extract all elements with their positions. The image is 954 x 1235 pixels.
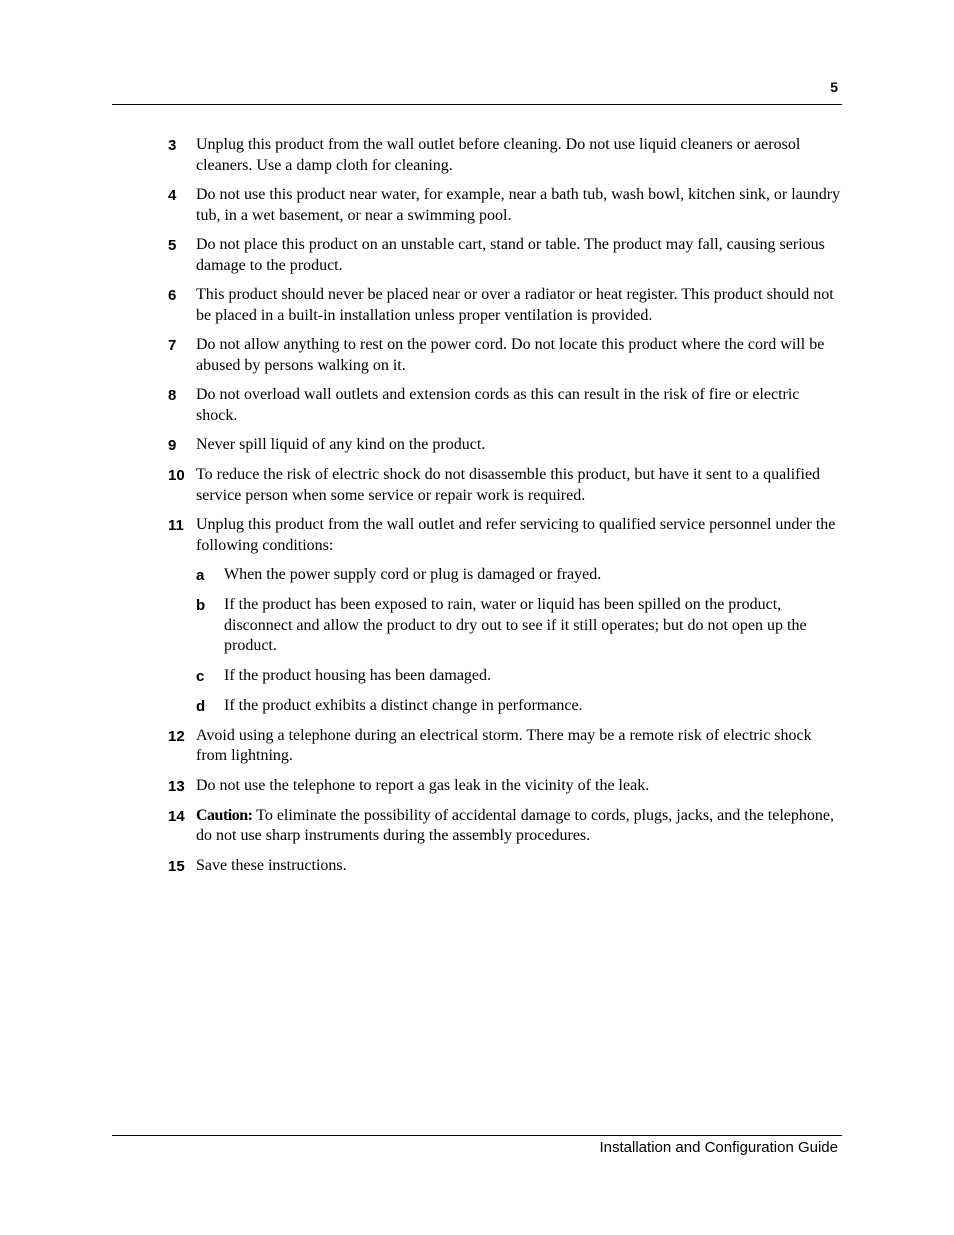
item-text: To reduce the risk of electric shock do not disassemble this product, but have it sent to a qualified service person when some service or repair work is required.	[196, 466, 821, 504]
item-text: Do not overload wall outlets and extension cords as this can result in the risk of fire or electric shock.	[196, 386, 800, 424]
list-item	[168, 726, 841, 767]
list-item	[168, 515, 841, 556]
item-text: Save these instructions.	[196, 856, 347, 874]
item-number: 8	[168, 387, 177, 404]
item-text: Unplug this product from the wall outlet before cleaning. Do not use liquid cleaners or aerosol cleaners. Use a damp cloth for cleaning.	[196, 136, 801, 174]
list-item	[168, 385, 841, 426]
sub-item-letter: b	[196, 597, 206, 614]
page-number: 5	[830, 79, 838, 95]
item-number: 6	[168, 287, 177, 304]
sub-list-item	[196, 565, 841, 586]
item-number: 15	[168, 857, 185, 875]
sub-item-letter: a	[196, 567, 205, 584]
item-number: 11	[168, 517, 184, 534]
item-text: This product should never be placed near or over a radiator or heat register. This product should not be placed in a built-in installation unless proper ventilation is provided.	[196, 286, 834, 324]
item-text: Avoid using a telephone during an electrical storm. There may be a remote risk of electric shock from lightning.	[196, 726, 812, 764]
sub-item-text: If the product exhibits a distinct change in performance.	[224, 696, 583, 714]
item-number: 3	[168, 137, 177, 154]
sub-item-text: When the power supply cord or plug is damaged or frayed.	[224, 566, 602, 583]
list-item	[168, 235, 841, 276]
item-number: 14	[168, 807, 185, 825]
list-item	[168, 335, 841, 376]
caution-text: To eliminate the possibility of accidental damage to cords, plugs, jacks, and the telephone, do not use sharp instruments during the assembly procedures.	[196, 806, 834, 844]
list-item	[168, 776, 841, 797]
item-number: 9	[168, 437, 177, 454]
item-text: Never spill liquid of any kind on the product.	[196, 436, 486, 453]
item-text: Do not use this product near water, for example, near a bath tub, wash bowl, kitchen sink, or laundry tub, in a wet basement, or near a swimming pool.	[196, 186, 841, 224]
item-number: 10	[168, 467, 185, 484]
sub-item-letter: c	[196, 667, 205, 685]
list-item	[168, 435, 841, 456]
sub-item-text: If the product housing has been damaged.	[224, 666, 492, 684]
item-text: Do not place this product on an unstable cart, stand or table. The product may fall, causing serious damage to the product.	[196, 236, 825, 274]
item-text: Unplug this product from the wall outlet and refer servicing to qualified service personnel under the following conditions:	[196, 516, 836, 554]
header-rule	[112, 104, 842, 105]
sub-list-item	[196, 696, 841, 717]
sub-list-item	[196, 666, 841, 687]
list-item	[168, 285, 841, 326]
item-number: 7	[168, 337, 177, 354]
item-text-caution	[196, 806, 841, 847]
list-item	[168, 135, 841, 176]
list-item	[168, 806, 841, 847]
list-item	[168, 465, 841, 506]
sub-list-item	[196, 595, 841, 657]
footer-title: Installation and Configuration Guide	[599, 1139, 838, 1156]
caution-label: Caution:	[196, 806, 253, 824]
item-number: 12	[168, 727, 185, 745]
item-number: 13	[168, 777, 185, 795]
item-text: Do not allow anything to rest on the power cord. Do not locate this product where the cord will be abused by persons walking on it.	[196, 336, 825, 374]
safety-instructions-list	[168, 135, 841, 886]
list-item	[168, 185, 841, 226]
item-number: 5	[168, 237, 177, 254]
item-number: 4	[168, 187, 177, 204]
sub-item-text: If the product has been exposed to rain, water or liquid has been spilled on the product, disconnect and allow the product to dry out to see if it still operates; but do not open up the product.	[224, 596, 807, 654]
item-text: Do not use the telephone to report a gas leak in the vicinity of the leak.	[196, 776, 650, 794]
sub-item-letter: d	[196, 697, 206, 715]
list-item	[168, 856, 841, 877]
footer-rule	[112, 1135, 842, 1136]
